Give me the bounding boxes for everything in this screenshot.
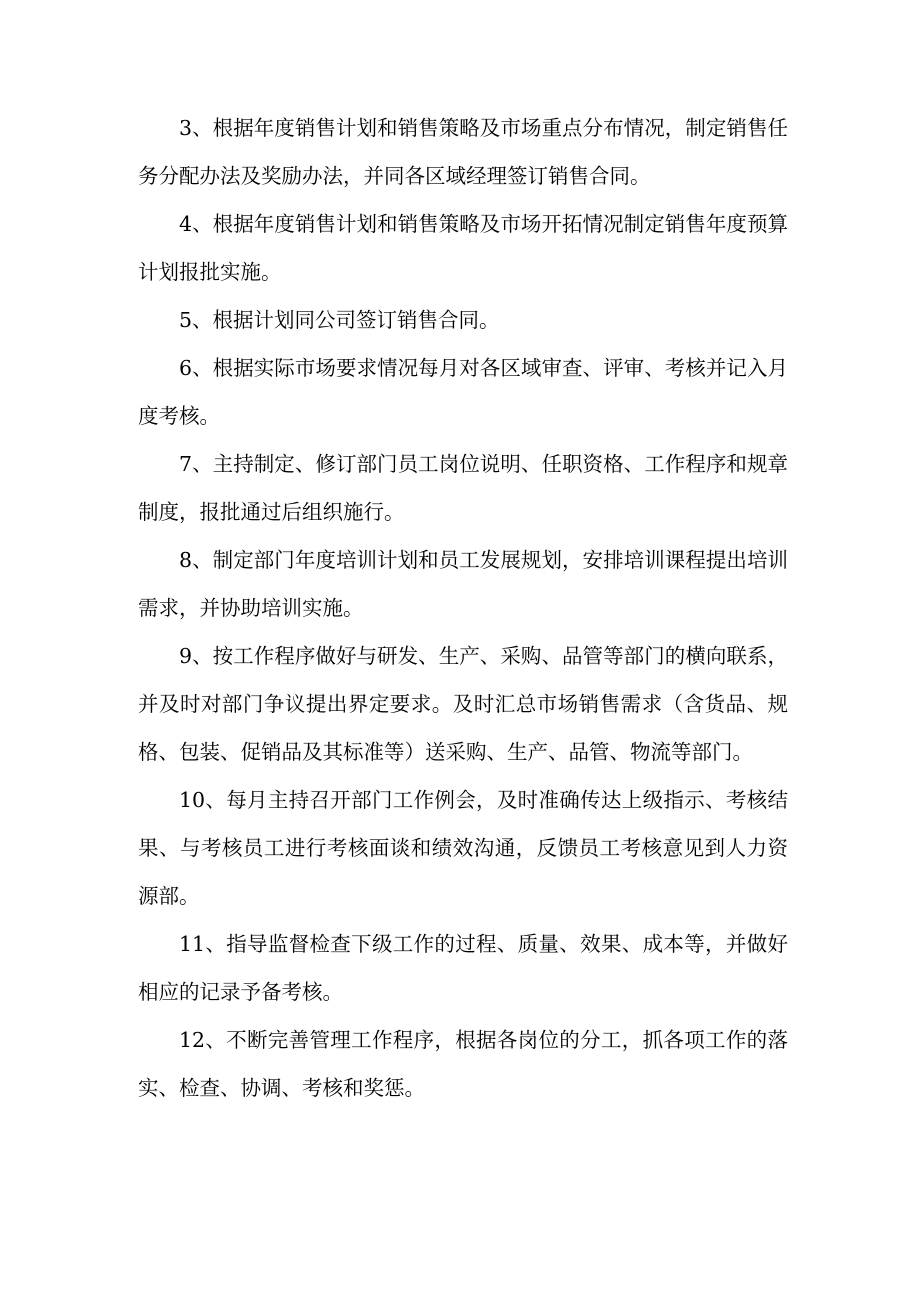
paragraph-item-11: 11、指导监督检查下级工作的过程、质量、效果、成本等，并做好相应的记录予备考核。 — [138, 932, 788, 1004]
paragraph-item-7: 7、主持制定、修订部门员工岗位说明、任职资格、工作程序和规章制度，报批通过后组织施行。 — [138, 452, 788, 524]
paragraph-item-12: 12、不断完善管理工作程序，根据各岗位的分工，抓各项工作的落实、检查、协调、考核和奖惩。 — [138, 1028, 788, 1100]
paragraph-item-10: 10、每月主持召开部门工作例会，及时准确传达上级指示、考核结果、与考核员工进行考核面谈和绩效沟通，反馈员工考核意见到人力资源部。 — [138, 788, 788, 908]
paragraph-item-4: 4、根据年度销售计划和销售策略及市场开拓情况制定销售年度预算计划报批实施。 — [138, 212, 788, 284]
paragraph-item-9: 9、按工作程序做好与研发、生产、采购、品管等部门的横向联系，并及时对部门争议提出界定要求。及时汇总市场销售需求（含货品、规格、包装、促销品及其标准等）送采购、生产、品管、物流等部门。 — [138, 644, 788, 764]
paragraph-item-6: 6、根据实际市场要求情况每月对各区域审查、评审、考核并记入月度考核。 — [138, 356, 788, 428]
paragraph-item-5: 5、根据计划同公司签订销售合同。 — [179, 308, 500, 332]
document-body — [138, 104, 788, 1112]
paragraph-item-3: 3、根据年度销售计划和销售策略及市场重点分布情况，制定销售任务分配办法及奖励办法，并同各区域经理签订销售合同。 — [138, 116, 788, 188]
paragraph-item-8: 8、制定部门年度培训计划和员工发展规划，安排培训课程提出培训需求，并协助培训实施。 — [138, 548, 788, 620]
